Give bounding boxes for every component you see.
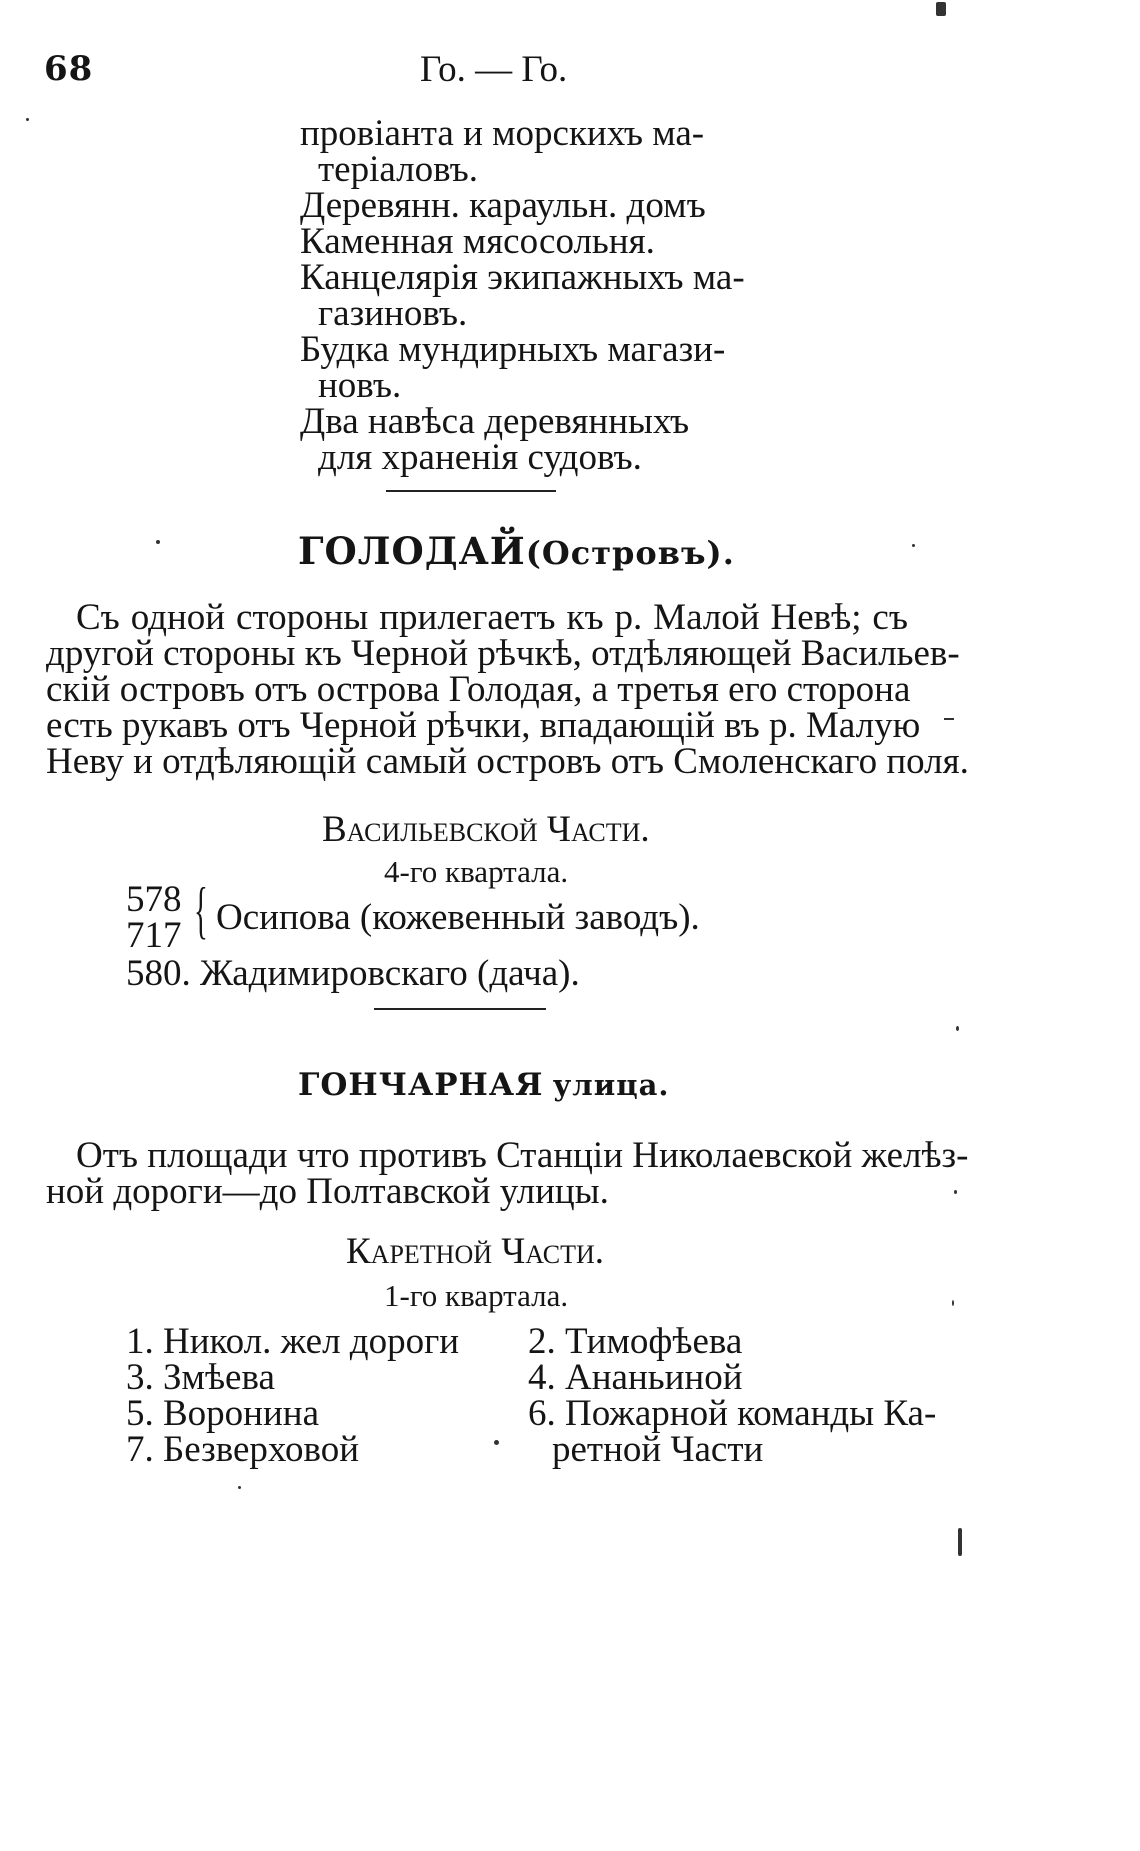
- page-number: 68: [44, 49, 94, 89]
- list-item: 2. Тимофѣева: [528, 1321, 743, 1362]
- entry-578: 578: [126, 879, 182, 920]
- list-item: 1. Никол. жел дороги: [126, 1321, 460, 1362]
- scan-speck: [156, 540, 160, 544]
- section1-para-line-4: есть рукавъ отъ Черной рѣчки, впадающій въ р. Малую: [46, 705, 921, 746]
- top-line-8: новъ.: [318, 365, 402, 406]
- top-line-7: Будка мундирныхъ магази-: [300, 329, 726, 370]
- top-line-4: Каменная мясосольня.: [300, 221, 655, 262]
- list-item: 4. Ананьиной: [528, 1357, 743, 1398]
- entry-717: 717: [126, 915, 182, 956]
- section2-para-line-1: Отъ площади что противъ Станціи Николаевской желѣз-: [76, 1135, 969, 1176]
- top-line-2: теріаловъ.: [318, 149, 479, 190]
- section1-para-line-3: скій островъ отъ острова Голодая, а третья его сторона: [46, 669, 911, 710]
- section1-quarter: 4-го квартала.: [384, 854, 569, 889]
- top-line-3: Деревянн. караульн. домъ: [300, 185, 706, 226]
- section1-title-rest: (Островъ).: [525, 534, 735, 572]
- section2-quarter: 1-го квартала.: [384, 1278, 569, 1313]
- section1-para-line-1: Съ одной стороны прилегаетъ къ р. Малой Невѣ; съ: [76, 597, 908, 638]
- section2-title: [298, 1062, 670, 1107]
- divider-1: [386, 490, 556, 492]
- scan-speck: [238, 1486, 241, 1489]
- top-line-5: Канцелярія экипажныхъ ма-: [300, 257, 745, 298]
- top-line-1: провіанта и морскихъ ма-: [300, 113, 705, 154]
- section1-title-bold: ГОЛОДАЙ: [298, 529, 526, 573]
- list-item: 5. Воронина: [126, 1393, 320, 1434]
- section2-title-rest: улица.: [552, 1068, 670, 1102]
- scan-speck: [944, 718, 954, 720]
- scan-speck: [494, 1440, 499, 1445]
- scan-speck: [26, 118, 29, 121]
- list-item: 7. Безверховой: [126, 1429, 360, 1470]
- section1-para-line-5: Неву и отдѣляющій самый островъ отъ Смоленскаго поля.: [46, 741, 969, 782]
- section2-district: Каретной Части.: [346, 1231, 605, 1272]
- list-item: 6. Пожарной команды Ка-: [528, 1393, 937, 1434]
- entry-osipova: Осипова (кожевенный заводъ).: [216, 897, 700, 938]
- scan-speck: [954, 1190, 957, 1194]
- scan-speck: [956, 1026, 959, 1031]
- list-item: ретной Части: [552, 1429, 764, 1470]
- scan-speck: [936, 2, 946, 16]
- section1-para-line-2: другой стороны къ Черной рѣчкѣ, отдѣляющей Васильев-: [46, 633, 960, 674]
- top-line-9: Два навѣса деревянныхъ: [300, 401, 690, 442]
- top-line-10: для храненія судовъ.: [318, 437, 642, 478]
- section1-title: [298, 530, 735, 575]
- entry-brace-icon: {: [194, 874, 208, 945]
- section2-para-line-2: ной дороги—до Полтавской улицы.: [46, 1171, 609, 1212]
- scan-speck: [912, 544, 915, 547]
- top-line-6: газиновъ.: [318, 293, 468, 334]
- running-title: Го. — Го.: [420, 49, 568, 90]
- scan-speck: [958, 1528, 962, 1556]
- entry-580: 580. Жадимировскаго (дача).: [126, 953, 580, 994]
- section1-district: Васильевской Части.: [322, 809, 650, 850]
- divider-2: [374, 1008, 546, 1010]
- list-item: 3. Змѣева: [126, 1357, 275, 1398]
- scan-speck: [952, 1300, 954, 1306]
- section2-title-bold: ГОНЧАРНАЯ: [298, 1067, 544, 1103]
